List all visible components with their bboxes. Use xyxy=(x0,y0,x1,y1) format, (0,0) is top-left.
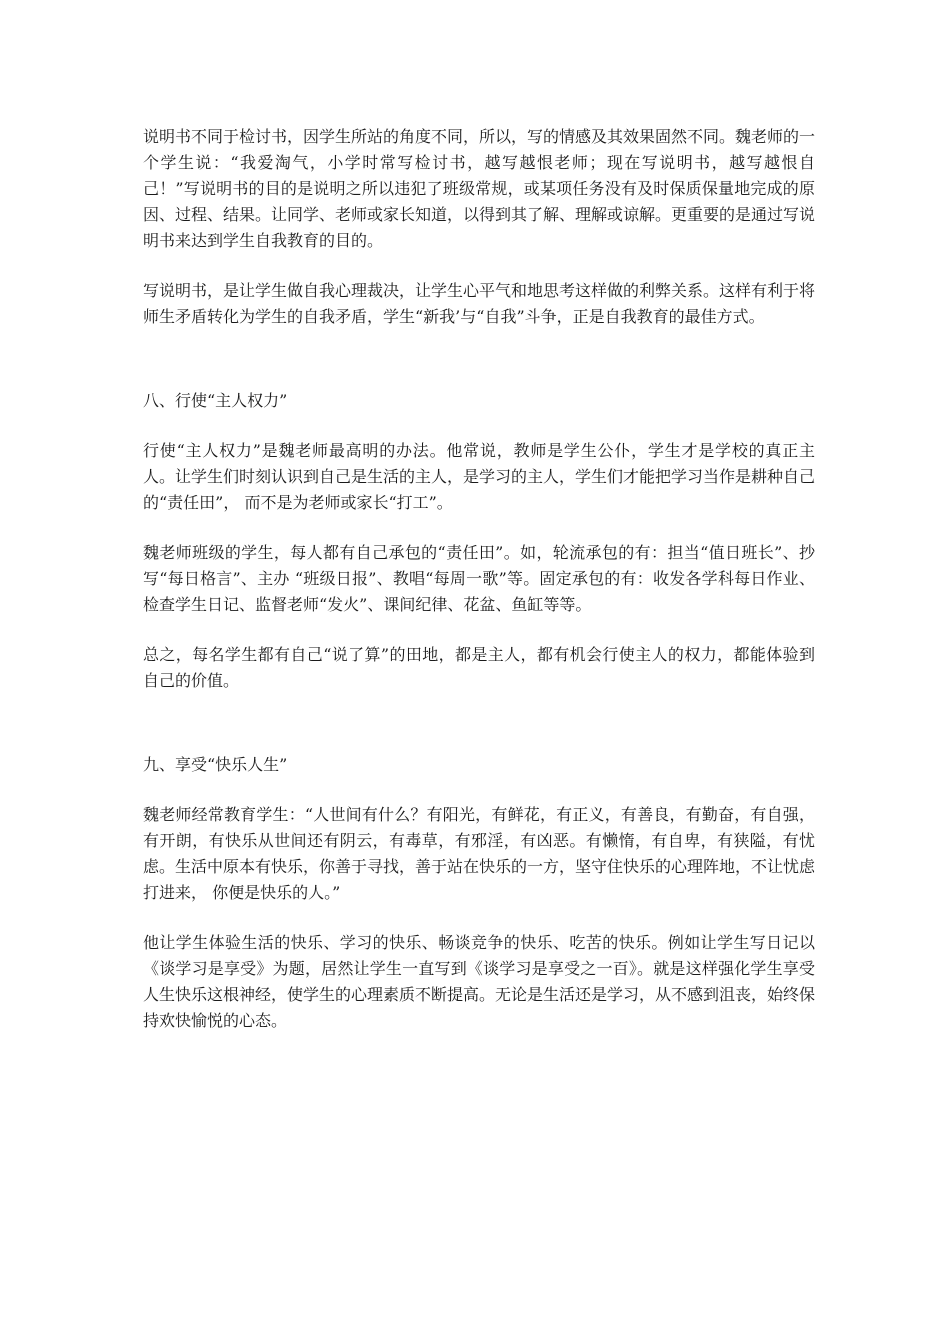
section-heading-8: 八、行使“主人权力” xyxy=(143,391,288,410)
document-body xyxy=(143,124,815,1034)
section9-paragraph-2: 他让学生体验生活的快乐、学习的快乐、畅谈竞争的快乐、吃苦的快乐。例如让学生写日记以《谈学习是享受》为题，居然让学生一直写到《谈学习是享受之一百》。就是这样强化学生享受人生快乐这根神经，使学生的心理素质不断提高。无论是生活还是学习，从不感到沮丧，始终保持欢快愉悦的心态。 xyxy=(143,933,816,1030)
section8-paragraph-1: 行使“主人权力”是魏老师最高明的办法。他常说，教师是学生公仆，学生才是学校的真正主人。让学生们时刻认识到自己是生活的主人，是学习的主人，学生们才能把学习当作是耕种自己的“责任田”， 而不是为老师或家长“打工”。 xyxy=(143,441,816,512)
section8-paragraph-2: 魏老师班级的学生，每人都有自己承包的“责任田”。如，轮流承包的有：担当“值日班长”、抄写“每日格言”、主办 “班级日报”、教唱“每周一歌”等。固定承包的有：收发各学科每日作业、检查学生日记、监督老师“发火”、课间纪律、花盆、鱼缸等等。 xyxy=(143,543,815,614)
section-heading-9: 九、享受“快乐人生” xyxy=(143,755,288,774)
section8-paragraph-3: 总之，每名学生都有自己“说了算”的田地，都是主人，都有机会行使主人的权力，都能体验到自己的价值。 xyxy=(143,645,815,690)
paragraph-self-judgement: 写说明书，是让学生做自我心理裁决，让学生心平气和地思考这样做的利弊关系。这样有利于将师生矛盾转化为学生的自我矛盾，学生“新我’与“自我”斗争，正是自我教育的最佳方式。 xyxy=(143,281,816,326)
section9-paragraph-1: 魏老师经常教育学生：“人世间有什么？有阳光，有鲜花，有正义，有善良，有勤奋，有自强，有开朗，有快乐从世间还有阴云，有毒草，有邪淫，有凶恶。有懒惰，有自卑，有狭隘，有忧虑。生活中原本有快乐，你善于寻找，善于站在快乐的一方，坚守住快乐的心理阵地，不让忧虑打进来， 你便是快乐的人。” xyxy=(143,805,816,902)
paragraph-explanation-letter: 说明书不同于检讨书，因学生所站的角度不同，所以，写的情感及其效果固然不同。魏老师的一个学生说：“我爱淘气，小学时常写检讨书，越写越恨老师；现在写说明书，越写越恨自己！”写说明书的目的是说明之所以违犯了班级常规，或某项任务没有及时保质保量地完成的原因、过程、结果。让同学、老师或家长知道，以得到其了解、理解或谅解。更重要的是通过写说明书来达到学生自我教育的目的。 xyxy=(143,127,816,250)
